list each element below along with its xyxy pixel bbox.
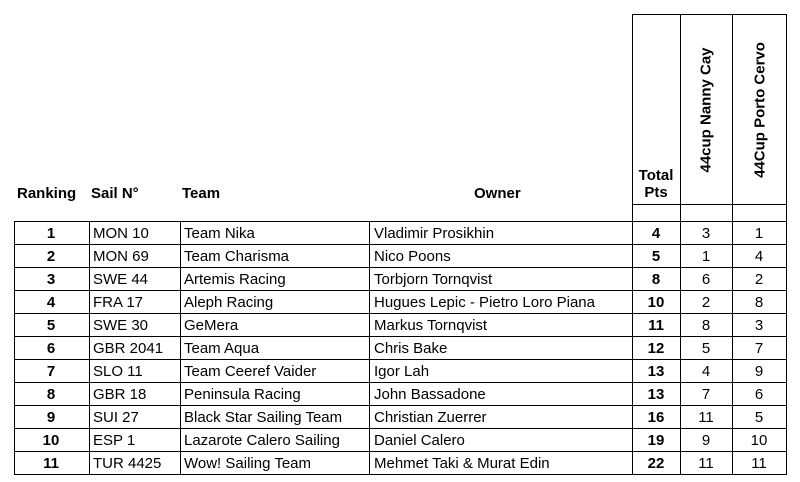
sail-number-cell: FRA 17 [93,294,144,311]
team-cell: Team Aqua [184,340,260,357]
grid-line-vertical [732,14,733,475]
owner-cell: Christian Zuerrer [374,409,487,426]
sail-number-cell: SLO 11 [93,363,143,380]
event2-points-cell: 3 [754,317,764,334]
grid-line-horizontal [14,428,787,429]
sail-number-cell: TUR 4425 [93,455,162,472]
total-points-cell: 16 [647,409,665,426]
total-points-cell: 8 [651,271,661,288]
event2-points-cell: 1 [754,225,764,242]
grid-line-horizontal [14,451,787,452]
header-team: Team [182,185,221,202]
team-cell: Team Charisma [184,248,290,265]
sail-number-cell: SWE 44 [93,271,149,288]
team-cell: Artemis Racing [184,271,286,288]
header-points: Pts [644,184,668,201]
header-divider [632,204,787,205]
header-ranking: Ranking [17,185,77,202]
sail-number-cell: MON 69 [93,248,149,265]
owner-cell: Nico Poons [374,248,451,265]
grid-line-horizontal [14,405,787,406]
body-top-border [14,221,787,222]
header-top-border [632,14,787,15]
total-points-cell: 22 [647,455,665,472]
rank-cell: 3 [46,271,56,288]
grid-line-vertical [89,221,90,475]
grid-line-vertical [786,14,787,475]
event1-points-cell: 11 [698,455,714,472]
header-event-nanny-cay: 44cup Nanny Cay [697,47,715,173]
team-cell: Wow! Sailing Team [184,455,312,472]
event1-points-cell: 11 [698,409,714,426]
owner-cell: Chris Bake [374,340,448,357]
rank-cell: 5 [46,317,56,334]
rank-cell: 2 [46,248,56,265]
event1-points-cell: 2 [701,294,711,311]
team-cell: Black Star Sailing Team [184,409,343,426]
rank-cell: 10 [42,432,60,449]
event2-points-cell: 6 [754,386,764,403]
grid-line-horizontal [14,244,787,245]
owner-cell: Mehmet Taki & Murat Edin [374,455,550,472]
total-points-cell: 5 [651,248,661,265]
event1-points-cell: 3 [701,225,711,242]
rank-cell: 4 [46,294,56,311]
event2-points-cell: 5 [754,409,764,426]
event1-points-cell: 5 [701,340,711,357]
event1-points-cell: 8 [701,317,711,334]
total-points-cell: 10 [647,294,665,311]
event1-points-cell: 6 [701,271,711,288]
owner-cell: Hugues Lepic - Pietro Loro Piana [374,294,595,311]
grid-line-horizontal [14,313,787,314]
grid-line-vertical [180,221,181,475]
grid-line-horizontal [14,267,787,268]
team-cell: Aleph Racing [184,294,274,311]
team-cell: Team Nika [184,225,255,242]
sail-number-cell: GBR 2041 [93,340,164,357]
sail-number-cell: SUI 27 [93,409,139,426]
owner-cell: John Bassadone [374,386,486,403]
event2-points-cell: 7 [754,340,764,357]
rank-cell: 11 [43,455,59,472]
event2-points-cell: 9 [754,363,764,380]
grid-line-horizontal [14,359,787,360]
owner-cell: Daniel Calero [374,432,465,449]
rank-cell: 1 [46,225,56,242]
header-total: Total [638,167,674,184]
total-points-cell: 19 [647,432,665,449]
grid-line-vertical [14,221,15,475]
team-cell: Peninsula Racing [184,386,301,403]
grid-line-horizontal [14,474,787,475]
event1-points-cell: 9 [701,432,711,449]
owner-cell: Torbjorn Tornqvist [374,271,493,288]
team-cell: Team Ceeref Vaider [184,363,317,380]
event1-points-cell: 1 [701,248,711,265]
owner-cell: Markus Tornqvist [374,317,488,334]
header-owner: Owner [474,185,521,202]
event1-points-cell: 4 [701,363,711,380]
total-points-cell: 11 [648,317,664,334]
event1-points-cell: 7 [701,386,711,403]
grid-line-vertical [369,221,370,475]
owner-cell: Igor Lah [374,363,430,380]
sail-number-cell: GBR 18 [93,386,147,403]
total-points-cell: 13 [647,386,665,403]
grid-line-vertical [632,14,633,475]
sail-number-cell: MON 10 [93,225,149,242]
rank-cell: 7 [46,363,56,380]
event2-points-cell: 10 [750,432,768,449]
sail-number-cell: ESP 1 [93,432,136,449]
header-event-porto-cervo: 44Cup Porto Cervo [751,42,769,178]
grid-line-horizontal [14,290,787,291]
grid-line-vertical [680,14,681,475]
rank-cell: 6 [46,340,56,357]
team-cell: GeMera [184,317,239,334]
header-sail-number: Sail N° [91,185,139,202]
rank-cell: 8 [46,386,56,403]
sail-number-cell: SWE 30 [93,317,149,334]
grid-line-horizontal [14,336,787,337]
total-points-cell: 13 [647,363,665,380]
grid-line-horizontal [14,382,787,383]
event2-points-cell: 8 [754,294,764,311]
event2-points-cell: 4 [754,248,764,265]
owner-cell: Vladimir Prosikhin [374,225,495,242]
rank-cell: 9 [46,409,56,426]
total-points-cell: 4 [651,225,661,242]
event2-points-cell: 2 [754,271,764,288]
event2-points-cell: 11 [751,455,767,472]
total-points-cell: 12 [647,340,665,357]
team-cell: Lazarote Calero Sailing [184,432,340,449]
